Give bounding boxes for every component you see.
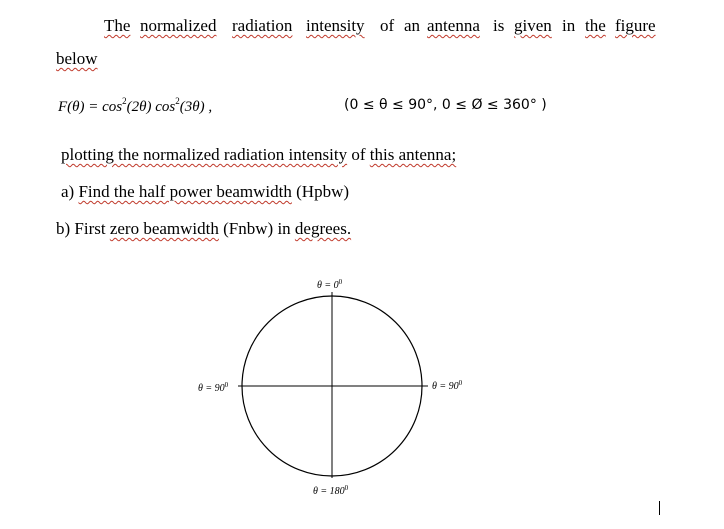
intro-word: The: [104, 16, 131, 35]
part-a-prefix: a): [61, 182, 79, 201]
angle-range: (0 ≤ θ ≤ 90°, 0 ≤ Ø ≤ 360° ): [344, 97, 547, 113]
label-theta-180-text: θ = 180: [313, 486, 345, 497]
task-line-part2: of: [351, 145, 366, 164]
label-theta-0: [317, 278, 342, 291]
degree-mark: 0: [458, 379, 463, 387]
formula-lhs: F(θ) = cos: [58, 99, 123, 115]
label-theta-180: [313, 484, 348, 497]
label-theta-90-left: [198, 381, 228, 394]
intro-word: an: [404, 16, 421, 35]
intro-word: antenna: [427, 16, 480, 35]
intro-word: in: [562, 16, 576, 35]
intro-word: intensity: [306, 16, 365, 35]
intro-word: of: [380, 16, 395, 35]
task-line-part3: this antenna;: [369, 145, 457, 164]
part-b-prefix: b) First: [56, 219, 110, 238]
intro-word: given: [514, 16, 552, 35]
text-cursor: [659, 501, 660, 515]
formula-arg1: (2θ) cos: [126, 99, 176, 115]
part-b-underlined-1: zero beamwidth: [109, 219, 219, 238]
part-b-mid: (Fnbw) in: [218, 219, 295, 238]
formula-square-2: 2: [175, 96, 180, 106]
degree-mark: 0: [338, 278, 343, 286]
part-a-rest: (Hpbw): [291, 182, 350, 201]
degree-mark: 0: [344, 484, 349, 492]
task-line-part1: plotting the normalized radiation intensity: [61, 145, 348, 164]
part-b-underlined-2: degrees.: [294, 219, 352, 238]
label-theta-90-right: [432, 379, 462, 392]
formula-arg2: (3θ) ,: [179, 99, 213, 115]
intro-word: is: [493, 16, 505, 35]
formula-square-1: 2: [122, 96, 127, 106]
intro-word: normalized: [140, 16, 217, 35]
intro-word: the: [585, 16, 606, 35]
problem-intro-line2: below: [56, 49, 98, 68]
part-a-underlined: Find the half power beamwidth: [78, 182, 292, 201]
label-theta-90-right-text: θ = 90: [432, 381, 459, 392]
label-theta-0-text: θ = 0: [317, 280, 339, 291]
degree-mark: 0: [224, 381, 229, 389]
intro-word: radiation: [232, 16, 293, 35]
label-theta-90-left-text: θ = 90: [198, 383, 225, 394]
intro-word: figure: [615, 16, 656, 35]
